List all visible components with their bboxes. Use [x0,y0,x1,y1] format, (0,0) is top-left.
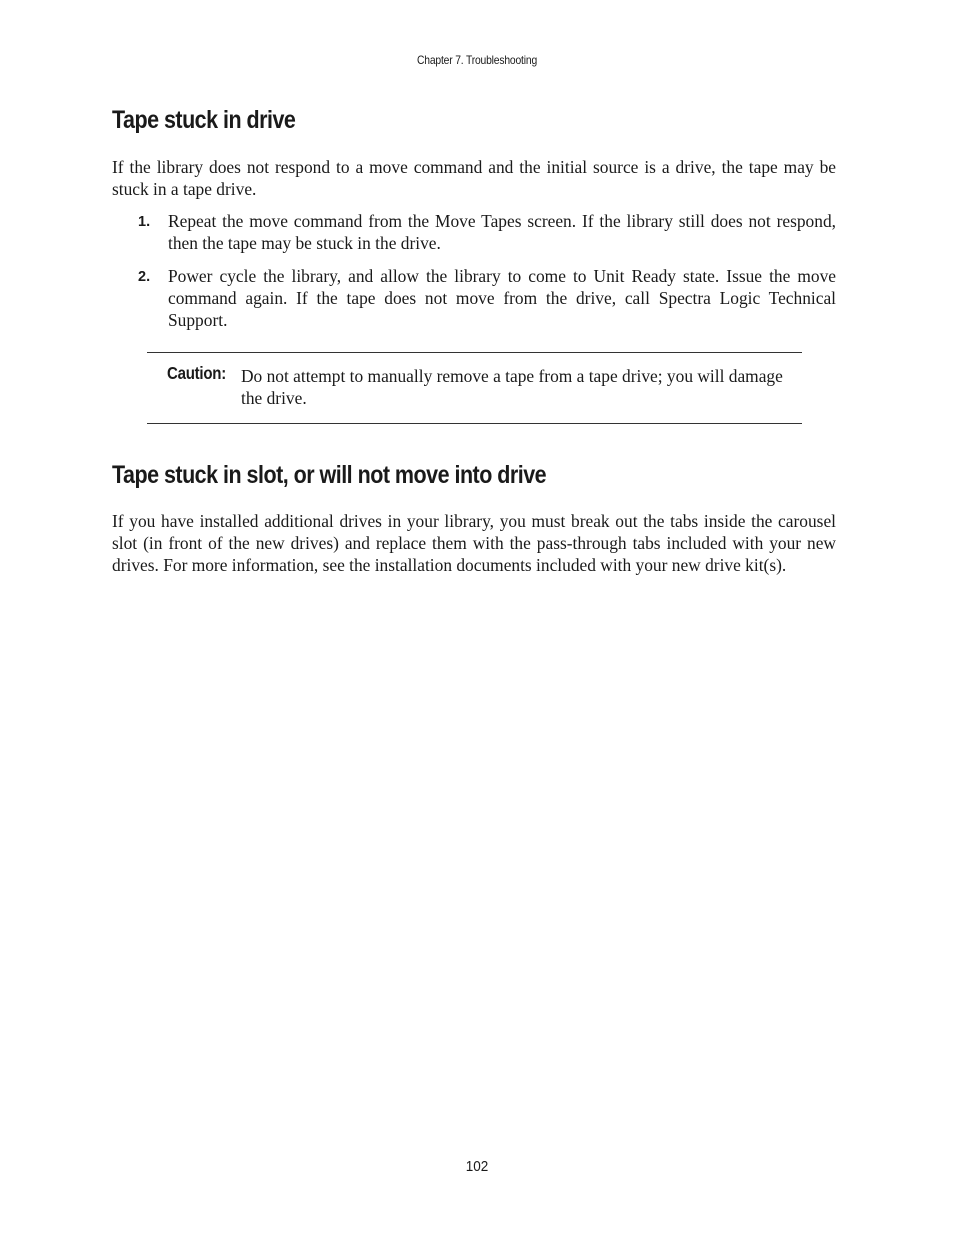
step-number: 2. [138,269,151,285]
caution-callout [147,352,802,424]
section2-body-paragraph: If you have installed additional drives in your library, you must break out the tabs inside the carousel slot (in front of the new drives) and replace them with the pass-through tabs included with your new drives. For more information, see the installation documents included with your new drive kit(s). [112,511,836,575]
step-number: 1. [138,214,151,230]
step-text: Repeat the move command from the Move Tapes screen. If the library still does not respond, then the tape may be stuck in the drive. [168,211,836,253]
step-item-2 [112,265,836,331]
step-text: Power cycle the library, and allow the library to come to Unit Ready state. Issue the move command again. If the tape does not move from the drive, call Spectra Logic Technical Support. [168,266,836,330]
section-heading-tape-stuck-in-drive: Tape stuck in drive [112,106,296,134]
step-item-1 [112,210,836,254]
caution-text: Do not attempt to manually remove a tape from a tape drive; you will damage the drive. [241,366,783,408]
running-header: Chapter 7. Troubleshooting [416,53,538,67]
section1-intro-paragraph: If the library does not respond to a move command and the initial source is a drive, the tape may be stuck in a tape drive. [112,157,836,199]
caution-label: Caution: [167,363,226,383]
section-heading-tape-stuck-in-slot: Tape stuck in slot, or will not move into drive [112,461,547,489]
page-number: 102 [465,1158,489,1175]
